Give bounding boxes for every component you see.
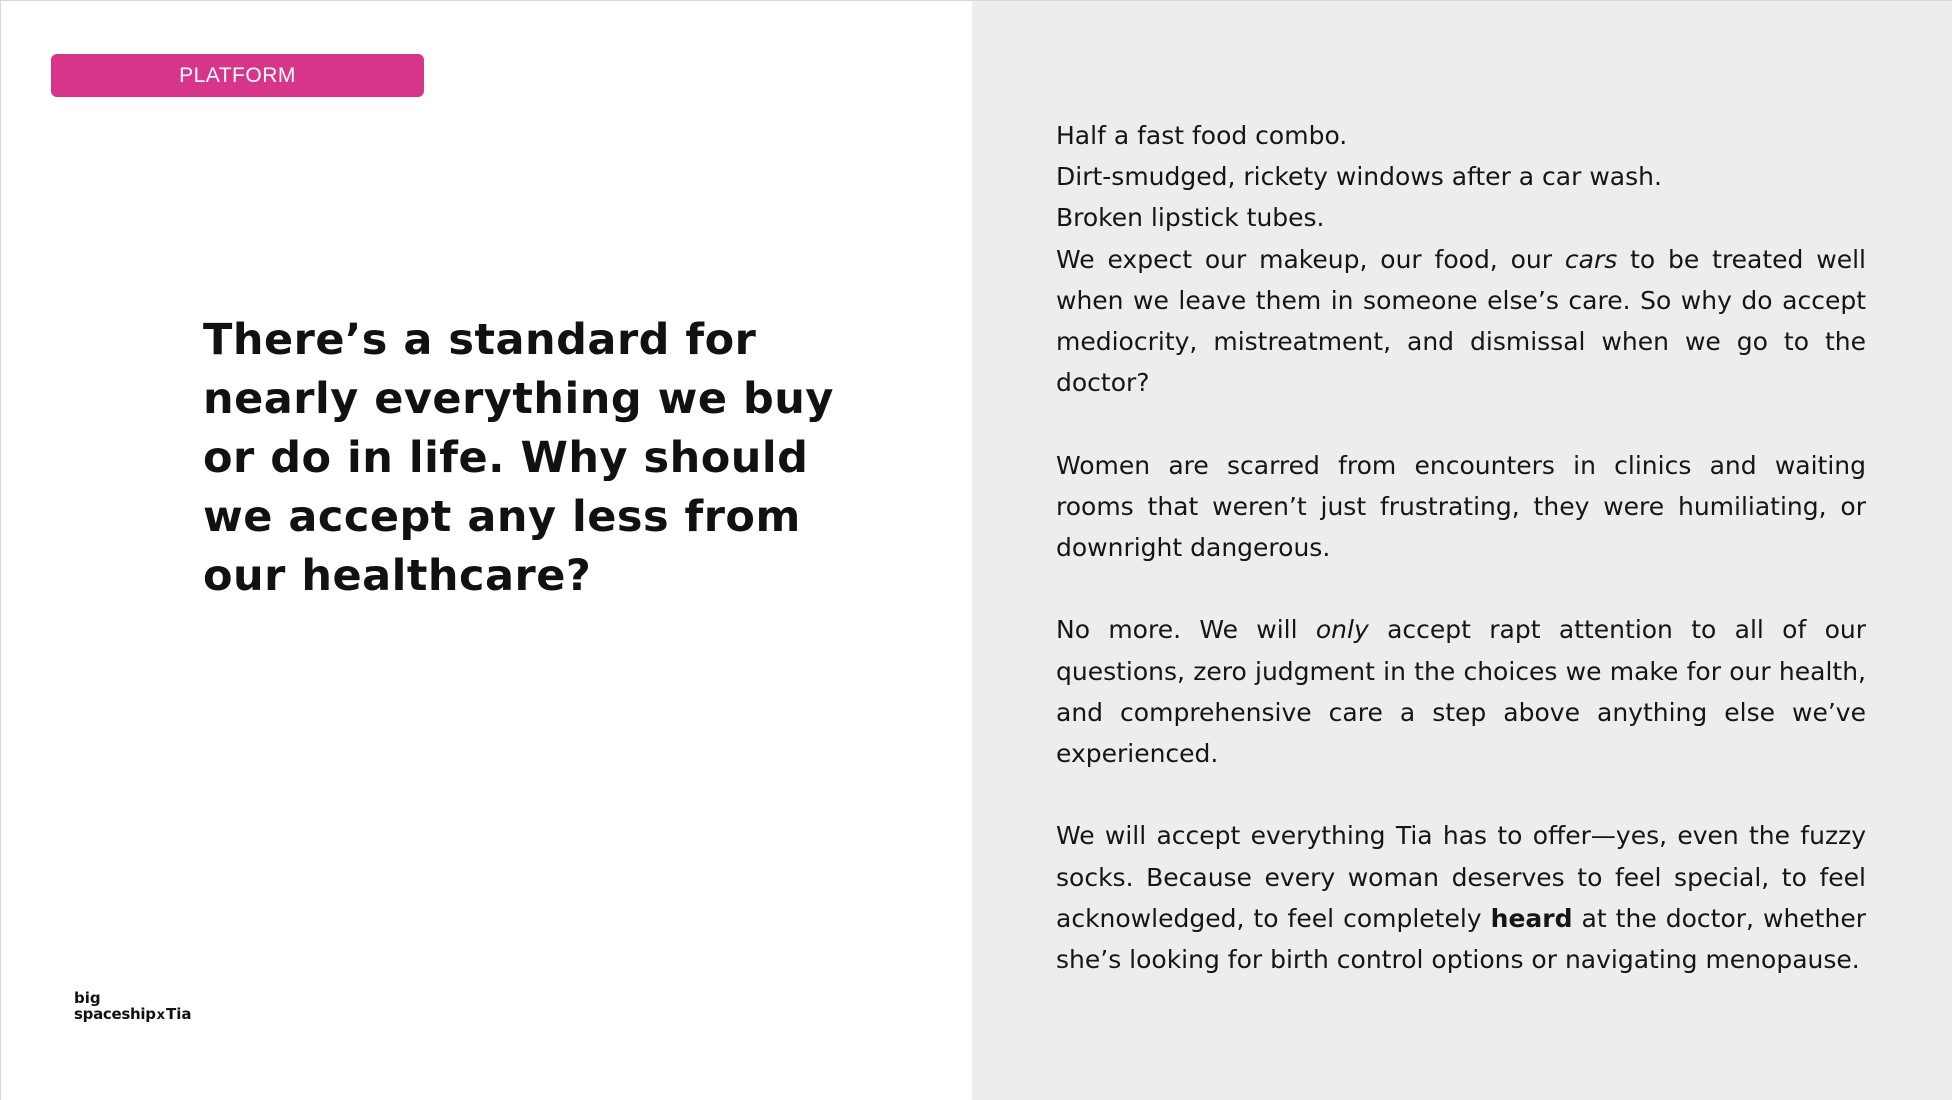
logo-separator: x <box>156 1008 166 1023</box>
paragraph-expectations: We expect our makeup, our food, our cars to be treated well when we leave them in someone else’s care. So why do accept mediocrity, mistreatment, and dismissal when we go to the doctor? <box>1056 244 1866 398</box>
emphasis-heard: heard <box>1490 903 1573 933</box>
logo-tia: Tia <box>166 1005 192 1023</box>
headline: There’s a standard for nearly everything we buy or do in life. Why should we accept any less from our healthcare? <box>203 315 834 601</box>
body-line-1: Half a fast food combo. <box>1056 121 1348 150</box>
logo-big: big <box>74 989 101 1007</box>
body-line-2: Dirt-smudged, rickety windows after a car wash. <box>1056 162 1662 192</box>
body-line-3: Broken lipstick tubes. <box>1056 203 1325 233</box>
emphasis-only: only <box>1315 615 1369 645</box>
paragraph-no-more: No more. We will only accept rapt attention to all of our questions, zero judgment in the choices we make for our health, and comprehensive care a step above anything else we’ve experienced. <box>1056 615 1866 769</box>
platform-tag <box>51 54 424 97</box>
logo-spaceship: spaceship <box>74 1005 156 1023</box>
body-copy <box>1056 115 1866 980</box>
paragraph-tia-offer: We will accept everything Tia has to offer—yes, even the fuzzy socks. Because every woman deserves to feel special, to feel acknowledged, to feel completely heard at the doctor, whether she’s looking for birth control options or navigating menopause. <box>1056 821 1866 975</box>
paragraph-scarred: Women are scarred from encounters in clinics and waiting rooms that weren’t just frustrating, they were humiliating, or downright dangerous. <box>1056 450 1866 563</box>
platform-tag-label: PLATFORM <box>179 63 296 87</box>
left-panel <box>1 1 972 1100</box>
brand-logo <box>74 991 192 1024</box>
emphasis-cars: cars <box>1564 244 1618 274</box>
